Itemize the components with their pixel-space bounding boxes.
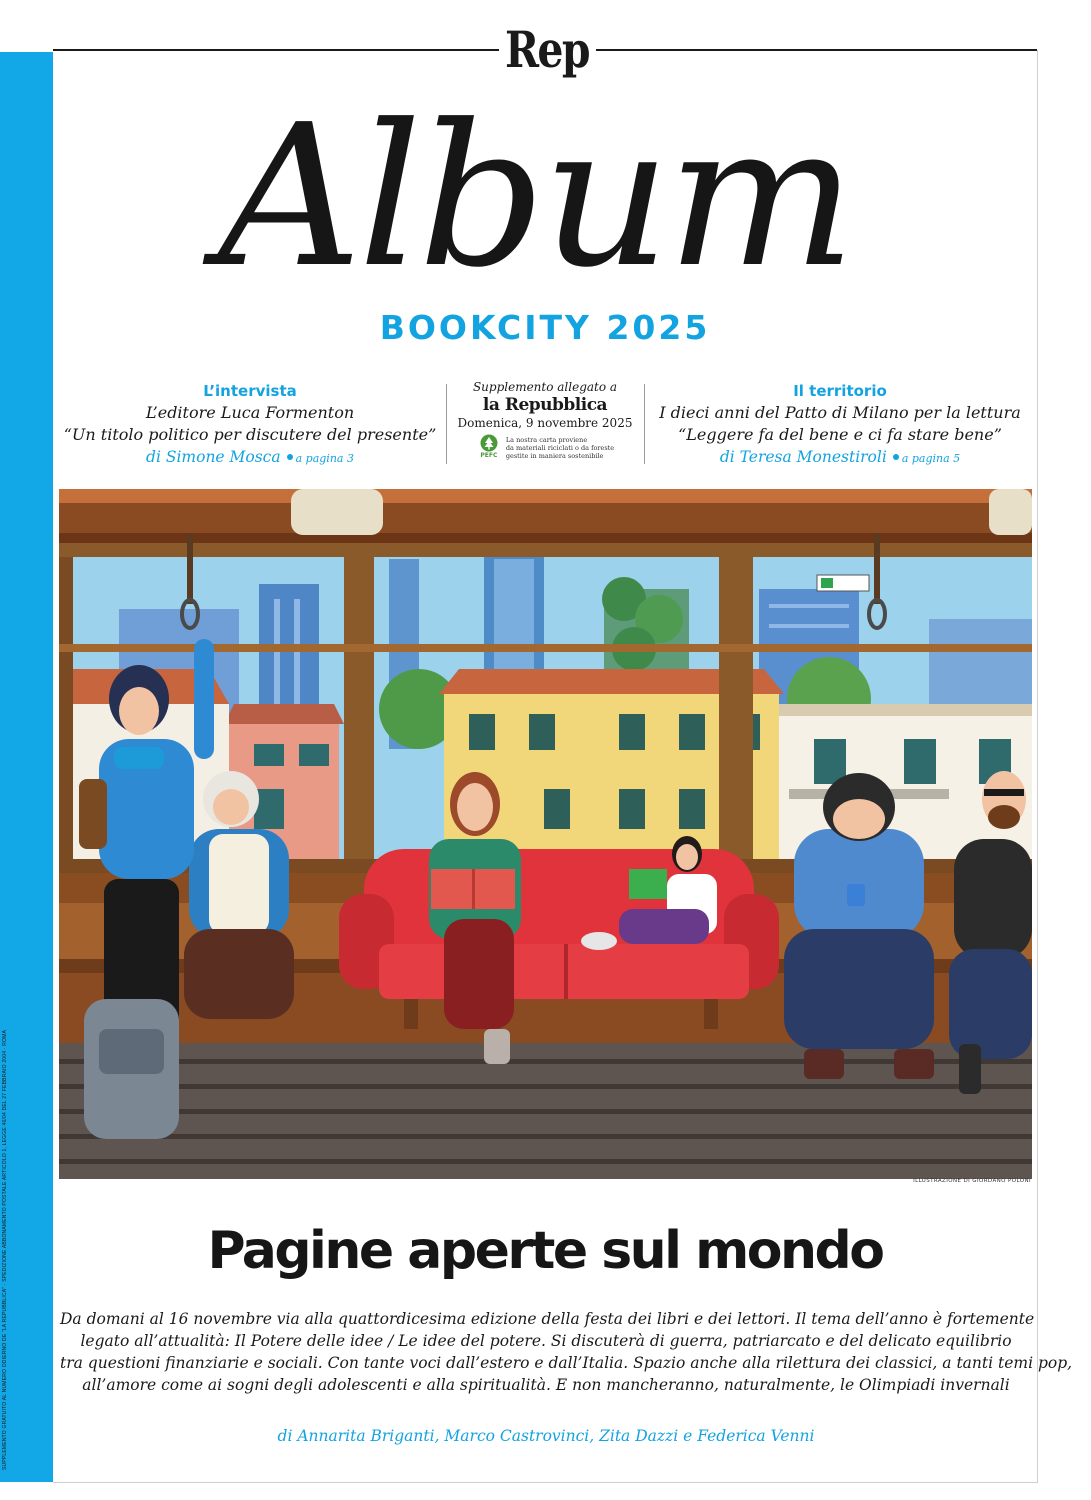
bullet-icon [287, 454, 293, 460]
illustration-credit: ILLUSTRAZIONE DI GIORDANO POLONI [913, 1178, 1031, 1184]
standfirst-line: Da domani al 16 novembre via alla quattordicesima edizione della festa dei libri e dei lettori. Il tema dell’anno è fortemente [60, 1310, 1035, 1328]
newspaper-masthead-box [453, 380, 637, 462]
bookcity-subtitle: BOOKCITY 2025 [379, 308, 711, 347]
album-title: Album [217, 83, 853, 311]
right-teaser-line1: I dieci anni del Patto di Milano per la lettura [659, 403, 1021, 422]
right-teaser-page-ref[interactable]: a pagina 5 [901, 452, 961, 465]
spine-legal-text: SUPPLEMENTO GRATUITO AL NUMERO ODIERNO DE “LA REPUBBLICA” · SPEDIZIONE ABBONAMENTO POSTALE ARTICOLO 1, LEGGE 46/04 DEL 27 FEBBRAIO 2004 · ROMA [2, 1029, 8, 1470]
pefc-tree-icon [476, 434, 502, 462]
right-teaser-kicker: Il territorio [793, 382, 887, 400]
standfirst-line: all’amore come ai sogni degli adolescenti e alla spiritualità. E non mancheranno, naturalmente, le Olimpiadi invernali [82, 1376, 1010, 1394]
bullet-icon [893, 454, 899, 460]
supplement-label: Supplemento allegato a [472, 380, 618, 394]
left-teaser-kicker: L’intervista [203, 382, 297, 400]
standfirst [60, 1308, 1073, 1396]
right-teaser-line2: “Leggere fa del bene e ci fa stare bene” [678, 425, 1002, 444]
separator-right [644, 384, 645, 464]
newspaper-name: la Repubblica [482, 395, 608, 415]
standfirst-line: tra questioni finanziarie e sociali. Con tante voci dall’estero e dall’Italia. Spazio anche alla rilettura dei classici, a tanti temi pop, [60, 1354, 1073, 1372]
byline: di Annarita Briganti, Marco Castrovinci, Zita Dazzi e Federica Venni [277, 1427, 815, 1445]
top-rule-right [596, 49, 1037, 51]
pefc-label: PEFC [480, 452, 498, 459]
pefc-note-line: La nostra carta proviene [505, 436, 588, 444]
right-teaser[interactable] [650, 380, 1030, 470]
issue-date: Domenica, 9 novembre 2025 [457, 416, 633, 430]
headline[interactable]: Pagine aperte sul mondo [207, 1221, 883, 1281]
standfirst-line: legato all’attualità: Il Potere delle idee / Le idee del potere. Si discuterà di guerra, patriarcato e del delicato equilibrio [80, 1332, 1012, 1350]
pefc-certification [453, 434, 637, 462]
cover-illustration [59, 489, 1032, 1179]
left-teaser[interactable] [60, 380, 440, 470]
top-rule-left [53, 49, 499, 51]
left-teaser-page-ref[interactable]: a pagina 3 [295, 452, 354, 465]
left-teaser-author: di Simone Mosca [146, 448, 281, 466]
pefc-note [506, 436, 614, 460]
pefc-note-line: da materiali riciclati o da foreste [505, 444, 615, 452]
left-teaser-line2: “Un titolo politico per discutere del presente” [63, 425, 437, 444]
separator-left [446, 384, 447, 464]
right-teaser-author: di Teresa Monestiroli [719, 448, 887, 466]
pefc-note-line: gestite in maniera sostenibile [505, 452, 604, 460]
rep-logo[interactable]: Rep [505, 20, 589, 79]
left-teaser-line1: L’editore Luca Formenton [145, 403, 355, 422]
